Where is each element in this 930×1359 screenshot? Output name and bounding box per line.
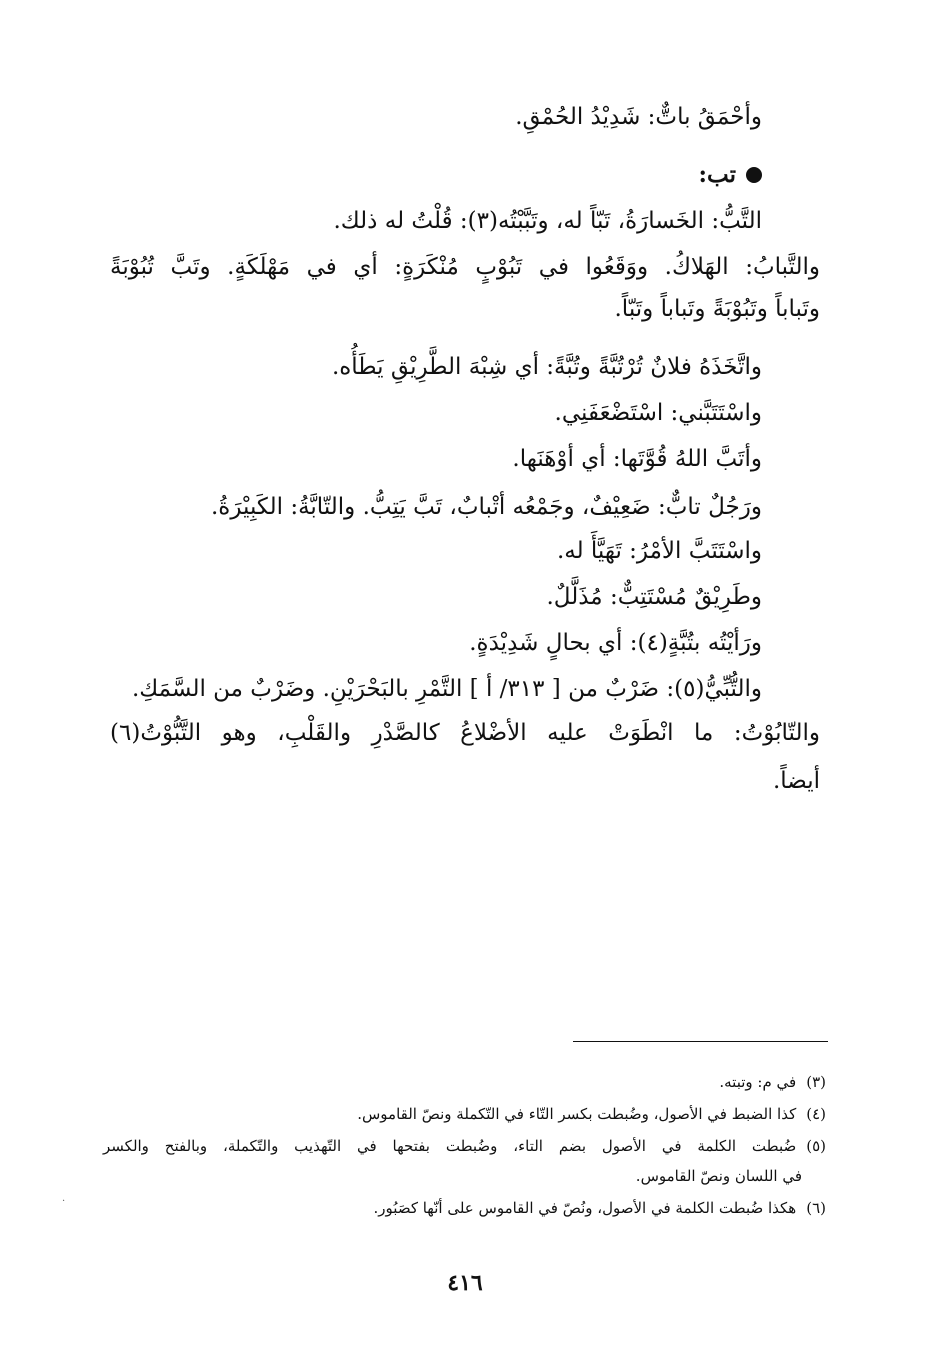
footnote	[357, 1102, 826, 1126]
root-heading-label: تب:	[698, 161, 736, 188]
footnote-number: (٣)	[806, 1073, 826, 1091]
entry-line: وأتَبَّ اللهُ قُوَّتَها: أي أوْهَنَها.	[512, 446, 762, 472]
footnote-text: ضُبطت الكلمة في الأصول بضم التاء، وضُبطت بفتحها في التّهذيب والتّكملة، وبالفتح والكسر	[103, 1137, 797, 1155]
footnote-continuation: في اللسان ونصّ القاموس.	[635, 1167, 802, 1185]
entry-line-continuation: وتَباباً وتَبُوْبَةً وتَباباً وتَبّاً.	[614, 296, 820, 322]
entry-line: ورَجُلٌ تابٌّ: ضَعِيْفٌ، وجَمْعُه أتْبابٌ، تَبَّ يَتِبُّ. والتّابَّةُ: الكَبِيْرَةُ.	[210, 494, 762, 520]
footnote-number: (٤)	[806, 1105, 826, 1123]
scan-speck: ·	[62, 1196, 66, 1207]
root-heading	[699, 158, 762, 192]
footnote-number: (٦)	[806, 1199, 826, 1217]
footnote-separator	[573, 1041, 828, 1042]
footnote	[719, 1070, 826, 1094]
entry-line: ورَأيْتُه بتُبَّةٍ(٤): أي بحالٍ شَدِيْدَةٍ.	[469, 630, 762, 656]
entry-line: والتّابُوْتُ: ما انْطَوَتْ عليه الأضْلاعُ كالصَّدْرِ والقَلْبِ، وهو التَّبُّوْتُ(٦)	[110, 720, 820, 746]
bullet-icon	[746, 167, 762, 183]
footnote-text: في م: وتبته.	[719, 1073, 797, 1091]
entry-line: التَّبُّ: الخَسارَةُ، تَبّاً له، وتَبَّبْتُه(٣): قُلْتُ له ذلك.	[333, 208, 762, 234]
entry-line: والتُّبِّيُّ(٥): ضَرْبٌ من [ ٣١٣/ أ ] التَّمْرِ بالبَحْرَيْنِ. وضَرْبٌ من السَّمَكِ.	[131, 676, 762, 702]
entry-line-continuation: أيضاً.	[772, 768, 820, 794]
footnote	[374, 1196, 826, 1220]
footnote-text: هكذا ضُبطت الكلمة في الأصول، ونُصّ في القاموس على أنّها كصَبُور.	[373, 1199, 797, 1217]
entry-line: واتَّخَذَهُ فلانٌ تُرْتُبَّةً وتُبَّةً: أي شِبْهَ الطَّرِيْقِ يَطَأُه.	[331, 354, 762, 380]
entry-line: واسْتَتَبَّني: اسْتَضْعَفَنِي.	[554, 400, 762, 426]
footnote-text: كذا الضبط في الأصول، وضُبطت بكسر التّاء في التّكملة ونصّ القاموس.	[357, 1105, 797, 1123]
footnote-number: (٥)	[806, 1137, 826, 1155]
footnote	[103, 1134, 826, 1158]
entry-line: والتَّبابُ: الهَلاكُ. ووَقَعُوا في تَبُوْبٍ مُنْكَرَةٍ: أي في مَهْلَكَةٍ. وتَبَّ تُبُوْبَةً	[110, 254, 820, 280]
entry-line: وطَرِيْقٌ مُسْتَتِبٌّ: مُذَلَّلٌ.	[546, 584, 762, 610]
entry-line: واسْتَتَبَّ الأمْرُ: تَهَيَّأَ له.	[556, 538, 762, 564]
entry-line: وأحْمَقُ باتٌّ: شَدِيْدُ الحُمْقِ.	[515, 104, 762, 130]
page-number: ٤١٦	[447, 1270, 483, 1296]
